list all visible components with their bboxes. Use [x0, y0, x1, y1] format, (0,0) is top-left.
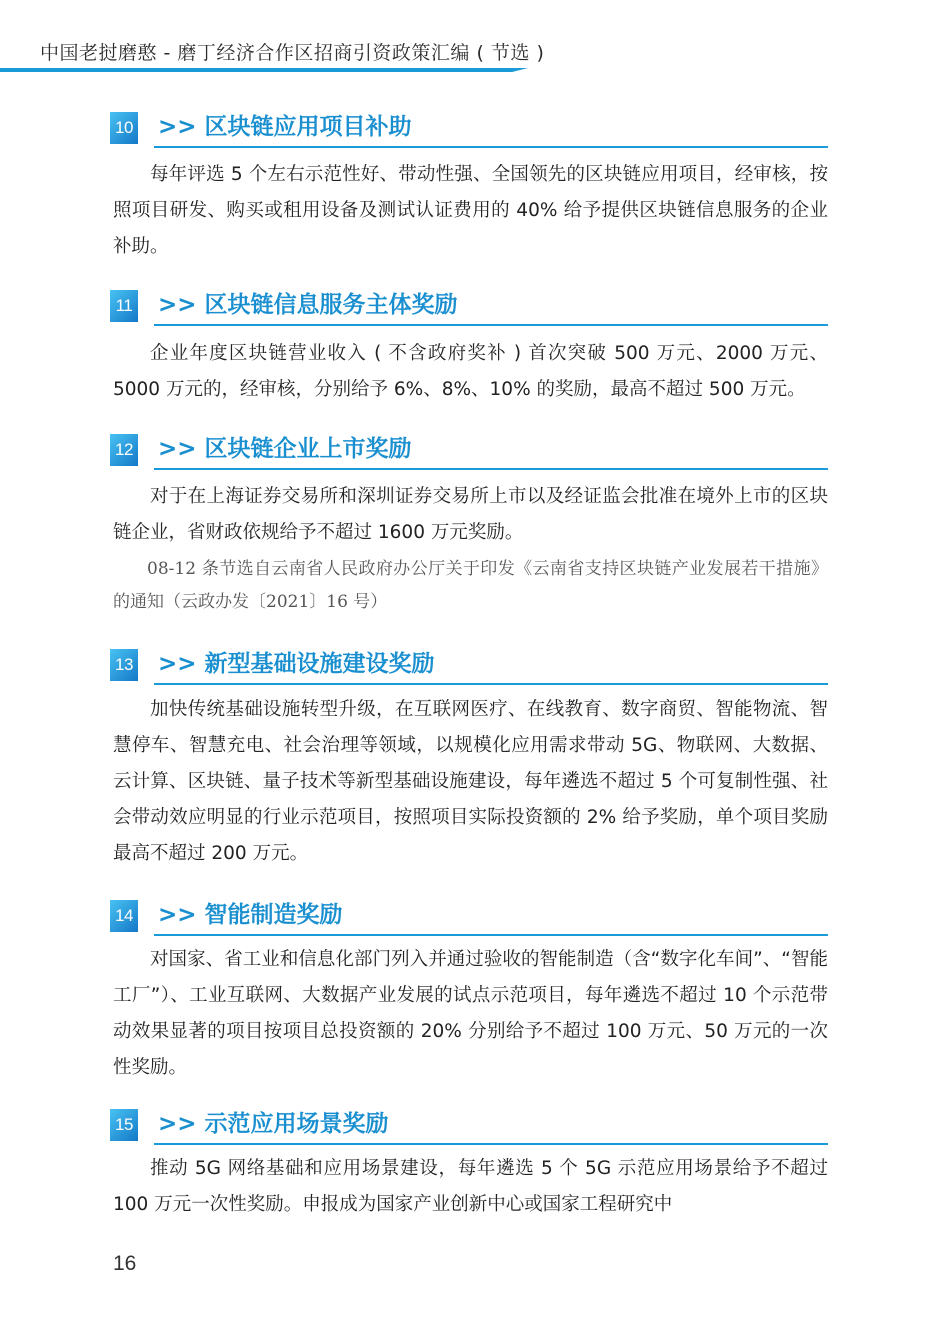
section-number-badge: 14 — [110, 900, 138, 932]
section-number-badge: 12 — [110, 434, 138, 466]
section-rule — [154, 146, 828, 148]
section-rule — [154, 1143, 828, 1145]
section-paragraph: 对国家、省工业和信息化部门列入并通过验收的智能制造（含“数字化车间”、“智能工厂”）、工业互联网、大数据产业发展的试点示范项目，每年遴选不超过 10 个示范带动效果显著的项目按项目总投资额的 20% 分别给予不超过 100 万元、50 万元的一次性奖励。 — [113, 949, 828, 1078]
section-heading-12 — [110, 432, 828, 472]
section-title: >> 示范应用场景奖励 — [158, 1111, 389, 1137]
section-title: >> 区块链信息服务主体奖励 — [158, 292, 458, 318]
section-title: >> 智能制造奖励 — [158, 902, 343, 928]
section-heading-11 — [110, 288, 828, 328]
header-title: 中国老挝磨憨 - 磨丁经济合作区招商引资政策汇编 ( 节选 ) — [40, 42, 545, 64]
section-title: >> 区块链应用项目补助 — [158, 114, 412, 140]
section-number-badge: 13 — [110, 649, 138, 681]
section-title: >> 区块链企业上市奖励 — [158, 436, 412, 462]
section-paragraph: 对于在上海证券交易所和深圳证券交易所上市以及经证监会批准在境外上市的区块链企业，省财政依规给予不超过 1600 万元奖励。 — [113, 486, 828, 543]
section-title: >> 新型基础设施建设奖励 — [158, 651, 435, 677]
section-number-badge: 15 — [110, 1109, 138, 1141]
source-note: 08-12 条节选自云南省人民政府办公厅关于印发《云南省支持区块链产业发展若干措施》的通知（云政办发〔2021〕16 号） — [113, 559, 828, 612]
section-number-badge: 11 — [110, 290, 138, 322]
section-paragraph: 企业年度区块链营业收入 ( 不含政府奖补 ) 首次突破 500 万元、2000 万元、5000 万元的，经审核，分别给予 6%、8%、10% 的奖励，最高不超过 500 万元。 — [113, 343, 828, 400]
section-number-badge: 10 — [110, 112, 138, 144]
section-heading-13 — [110, 647, 828, 687]
header-rule — [0, 68, 528, 72]
section-rule — [154, 324, 828, 326]
section-rule — [154, 683, 828, 685]
section-heading-14 — [110, 898, 828, 938]
section-paragraph: 推动 5G 网络基础和应用场景建设，每年遴选 5 个 5G 示范应用场景给予不超过 100 万元一次性奖励。申报成为国家产业创新中心或国家工程研究中 — [113, 1158, 828, 1215]
page-number: 16 — [113, 1252, 137, 1275]
section-rule — [154, 468, 828, 470]
section-heading-15 — [110, 1107, 828, 1147]
section-paragraph: 加快传统基础设施转型升级，在互联网医疗、在线教育、数字商贸、智能物流、智慧停车、智慧充电、社会治理等领域，以规模化应用需求带动 5G、物联网、大数据、云计算、区块链、量子技术等新型基础设施建设，每年遴选不超过 5 个可复制性强、社会带动效应明显的行业示范项目，按照项目实际投资额的 2% 给予奖励，单个项目奖励最高不超过 200 万元。 — [113, 699, 828, 864]
section-paragraph: 每年评选 5 个左右示范性好、带动性强、全国领先的区块链应用项目，经审核，按照项目研发、购买或租用设备及测试认证费用的 40% 给予提供区块链信息服务的企业补助。 — [113, 164, 828, 257]
section-rule — [154, 934, 828, 936]
section-heading-10 — [110, 110, 828, 150]
